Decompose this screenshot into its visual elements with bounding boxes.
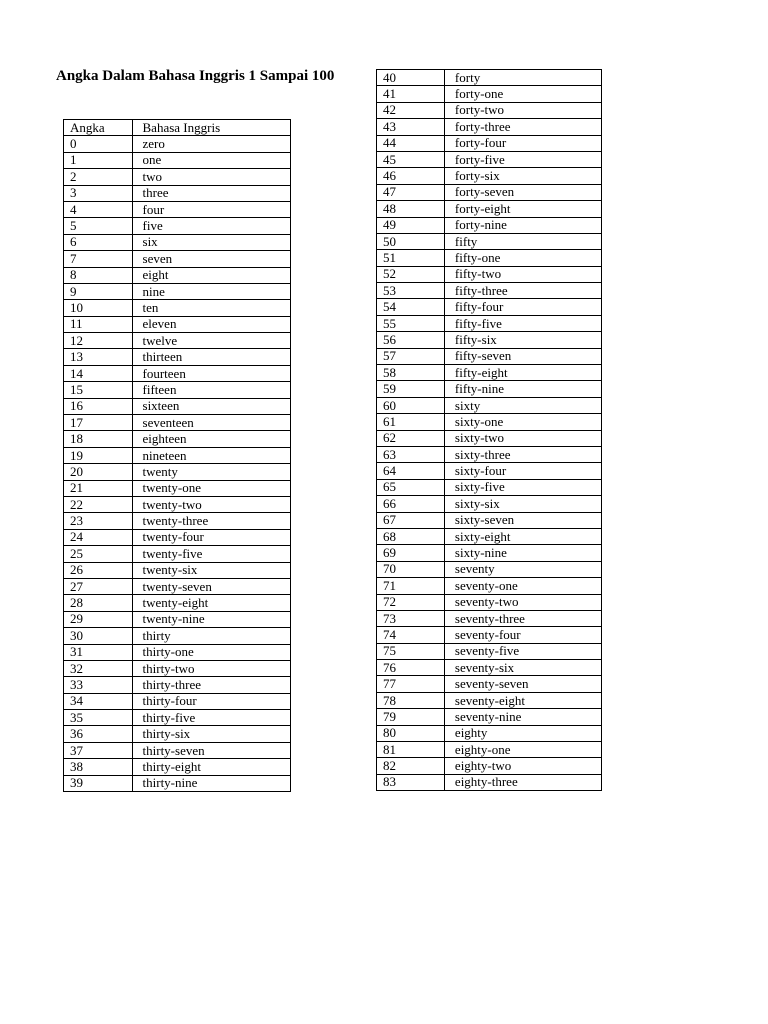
english-word-cell: twenty [132, 464, 290, 480]
english-word-cell: sixty-nine [444, 545, 601, 561]
number-cell: 26 [64, 562, 133, 578]
table-row [377, 414, 602, 430]
english-word-cell: twenty-two [132, 496, 290, 512]
number-cell: 53 [377, 283, 445, 299]
number-cell: 58 [377, 365, 445, 381]
number-cell: 23 [64, 513, 133, 529]
english-word-cell: sixty-five [444, 479, 601, 495]
table-row [64, 185, 291, 201]
number-cell: 70 [377, 561, 445, 577]
table-row [377, 594, 602, 610]
english-word-cell: sixteen [132, 398, 290, 414]
number-cell: 44 [377, 135, 445, 151]
number-cell: 67 [377, 512, 445, 528]
english-word-cell: twenty-five [132, 546, 290, 562]
english-word-cell: seventy-two [444, 594, 601, 610]
english-word-cell: seventy-seven [444, 676, 601, 692]
english-word-cell: thirty-three [132, 677, 290, 693]
english-word-cell: thirty [132, 628, 290, 644]
table-row [64, 365, 291, 381]
number-cell: 50 [377, 233, 445, 249]
english-word-cell: seven [132, 251, 290, 267]
number-cell: 52 [377, 266, 445, 282]
english-word-cell: eleven [132, 316, 290, 332]
table-row [64, 480, 291, 496]
table-row [377, 512, 602, 528]
english-word-cell: seventy-nine [444, 709, 601, 725]
table-row [64, 562, 291, 578]
table-row [377, 201, 602, 217]
number-cell: 61 [377, 414, 445, 430]
table-row [377, 365, 602, 381]
table-row [64, 349, 291, 365]
english-word-cell: thirty-five [132, 710, 290, 726]
table-row [377, 348, 602, 364]
english-word-cell: forty-seven [444, 184, 601, 200]
number-cell: 55 [377, 315, 445, 331]
number-cell: 60 [377, 397, 445, 413]
number-cell: 71 [377, 578, 445, 594]
table-row [377, 660, 602, 676]
number-cell: 19 [64, 447, 133, 463]
number-cell: 17 [64, 415, 133, 431]
english-word-cell: twenty-one [132, 480, 290, 496]
table-row [377, 643, 602, 659]
column-header-bahasa-inggris: Bahasa Inggris [132, 120, 290, 136]
english-word-cell: fifty-three [444, 283, 601, 299]
table-row [377, 184, 602, 200]
english-word-cell: thirty-two [132, 660, 290, 676]
english-word-cell: forty-five [444, 151, 601, 167]
english-word-cell: twenty-three [132, 513, 290, 529]
table-row [377, 266, 602, 282]
english-word-cell: seventy-five [444, 643, 601, 659]
english-word-cell: fifty-four [444, 299, 601, 315]
page-title: Angka Dalam Bahasa Inggris 1 Sampai 100 [56, 68, 335, 84]
english-word-cell: eight [132, 267, 290, 283]
english-word-cell: sixty-seven [444, 512, 601, 528]
number-cell: 6 [64, 234, 133, 250]
table-row [64, 251, 291, 267]
number-cell: 4 [64, 201, 133, 217]
table-row [377, 135, 602, 151]
table-row [377, 299, 602, 315]
number-cell: 8 [64, 267, 133, 283]
table-row [377, 709, 602, 725]
english-word-cell: fifty-eight [444, 365, 601, 381]
table-row [377, 561, 602, 577]
english-word-cell: nine [132, 283, 290, 299]
number-cell: 18 [64, 431, 133, 447]
table-row [64, 759, 291, 775]
english-word-cell: three [132, 185, 290, 201]
english-word-cell: seventeen [132, 415, 290, 431]
table-row [64, 333, 291, 349]
numbers-table-right [376, 69, 602, 791]
english-word-cell: twenty-seven [132, 578, 290, 594]
table-body-right [377, 70, 602, 791]
number-cell: 47 [377, 184, 445, 200]
table-row [64, 267, 291, 283]
english-word-cell: thirty-seven [132, 742, 290, 758]
table-row [64, 611, 291, 627]
table-row [64, 742, 291, 758]
number-cell: 49 [377, 217, 445, 233]
number-cell: 72 [377, 594, 445, 610]
table-row [377, 742, 602, 758]
english-word-cell: sixty-six [444, 496, 601, 512]
table-row [377, 397, 602, 413]
english-word-cell: twenty-eight [132, 595, 290, 611]
table-row [64, 464, 291, 480]
table-row [377, 774, 602, 790]
number-cell: 37 [64, 742, 133, 758]
english-word-cell: fifty [444, 233, 601, 249]
table-row [377, 496, 602, 512]
english-word-cell: seventy [444, 561, 601, 577]
english-word-cell: forty-two [444, 102, 601, 118]
table-row [64, 513, 291, 529]
numbers-table-left [63, 119, 291, 792]
english-word-cell: thirty-eight [132, 759, 290, 775]
table-row [64, 415, 291, 431]
number-cell: 77 [377, 676, 445, 692]
english-word-cell: eighty-one [444, 742, 601, 758]
table-row [64, 300, 291, 316]
number-cell: 35 [64, 710, 133, 726]
english-word-cell: eighty-three [444, 774, 601, 790]
number-cell: 10 [64, 300, 133, 316]
table-row [377, 119, 602, 135]
table-row [377, 102, 602, 118]
number-cell: 73 [377, 610, 445, 626]
number-cell: 63 [377, 446, 445, 462]
number-cell: 2 [64, 169, 133, 185]
table-row [64, 710, 291, 726]
table-row [377, 168, 602, 184]
english-word-cell: four [132, 201, 290, 217]
table-row [377, 463, 602, 479]
number-cell: 29 [64, 611, 133, 627]
english-word-cell: eighteen [132, 431, 290, 447]
number-cell: 79 [377, 709, 445, 725]
number-cell: 82 [377, 758, 445, 774]
english-word-cell: seventy-three [444, 610, 601, 626]
number-cell: 38 [64, 759, 133, 775]
table-row [377, 725, 602, 741]
table-row [64, 726, 291, 742]
number-cell: 1 [64, 152, 133, 168]
table-row [64, 234, 291, 250]
table-row [64, 169, 291, 185]
english-word-cell: thirty-four [132, 693, 290, 709]
number-cell: 34 [64, 693, 133, 709]
english-word-cell: forty-three [444, 119, 601, 135]
english-word-cell: forty-nine [444, 217, 601, 233]
number-cell: 57 [377, 348, 445, 364]
english-word-cell: fifty-six [444, 332, 601, 348]
table-row [377, 578, 602, 594]
number-cell: 5 [64, 218, 133, 234]
number-cell: 0 [64, 136, 133, 152]
number-cell: 54 [377, 299, 445, 315]
english-word-cell: sixty-two [444, 430, 601, 446]
number-cell: 36 [64, 726, 133, 742]
table-row [64, 201, 291, 217]
number-cell: 33 [64, 677, 133, 693]
english-word-cell: sixty [444, 397, 601, 413]
table-row [377, 151, 602, 167]
english-word-cell: twenty-six [132, 562, 290, 578]
english-word-cell: seventy-eight [444, 692, 601, 708]
table-row [377, 86, 602, 102]
number-cell: 81 [377, 742, 445, 758]
english-word-cell: forty-one [444, 86, 601, 102]
english-word-cell: fourteen [132, 365, 290, 381]
english-word-cell: seventy-one [444, 578, 601, 594]
english-word-cell: zero [132, 136, 290, 152]
number-cell: 22 [64, 496, 133, 512]
english-word-cell: fifty-five [444, 315, 601, 331]
table-row [64, 595, 291, 611]
number-cell: 13 [64, 349, 133, 365]
english-word-cell: sixty-one [444, 414, 601, 430]
table-row [377, 446, 602, 462]
number-cell: 62 [377, 430, 445, 446]
number-cell: 83 [377, 774, 445, 790]
number-cell: 42 [377, 102, 445, 118]
table-header-row [64, 120, 291, 136]
number-cell: 30 [64, 628, 133, 644]
number-cell: 66 [377, 496, 445, 512]
number-cell: 21 [64, 480, 133, 496]
table-row [64, 283, 291, 299]
table-row [64, 431, 291, 447]
table-row [64, 693, 291, 709]
table-row [64, 775, 291, 791]
number-cell: 16 [64, 398, 133, 414]
english-word-cell: forty-four [444, 135, 601, 151]
table-row [377, 545, 602, 561]
table-row [64, 529, 291, 545]
table-row [64, 644, 291, 660]
table-row [64, 136, 291, 152]
number-cell: 12 [64, 333, 133, 349]
table-body-left [64, 136, 291, 792]
number-cell: 40 [377, 70, 445, 86]
table-row [64, 398, 291, 414]
english-word-cell: fifty-nine [444, 381, 601, 397]
english-word-cell: sixty-three [444, 446, 601, 462]
number-cell: 56 [377, 332, 445, 348]
english-word-cell: thirty-one [132, 644, 290, 660]
english-word-cell: forty-six [444, 168, 601, 184]
table-row [377, 610, 602, 626]
table-row [377, 332, 602, 348]
number-cell: 11 [64, 316, 133, 332]
english-word-cell: nineteen [132, 447, 290, 463]
english-word-cell: ten [132, 300, 290, 316]
table-row [377, 430, 602, 446]
english-word-cell: six [132, 234, 290, 250]
number-cell: 24 [64, 529, 133, 545]
english-word-cell: fifty-one [444, 250, 601, 266]
table-row [377, 217, 602, 233]
english-word-cell: twenty-four [132, 529, 290, 545]
number-cell: 78 [377, 692, 445, 708]
table-row [377, 233, 602, 249]
english-word-cell: twelve [132, 333, 290, 349]
number-cell: 43 [377, 119, 445, 135]
number-cell: 20 [64, 464, 133, 480]
english-word-cell: fifty-two [444, 266, 601, 282]
english-word-cell: five [132, 218, 290, 234]
english-word-cell: thirty-nine [132, 775, 290, 791]
table-row [64, 447, 291, 463]
english-word-cell: one [132, 152, 290, 168]
english-word-cell: two [132, 169, 290, 185]
number-cell: 32 [64, 660, 133, 676]
english-word-cell: thirteen [132, 349, 290, 365]
table-row [377, 283, 602, 299]
english-word-cell: forty-eight [444, 201, 601, 217]
number-cell: 48 [377, 201, 445, 217]
number-cell: 9 [64, 283, 133, 299]
number-cell: 65 [377, 479, 445, 495]
table-row [64, 218, 291, 234]
number-cell: 68 [377, 528, 445, 544]
english-word-cell: twenty-nine [132, 611, 290, 627]
number-cell: 31 [64, 644, 133, 660]
english-word-cell: sixty-eight [444, 528, 601, 544]
table-row [377, 627, 602, 643]
number-cell: 25 [64, 546, 133, 562]
table-row [377, 70, 602, 86]
english-word-cell: sixty-four [444, 463, 601, 479]
english-word-cell: fifty-seven [444, 348, 601, 364]
table-row [377, 528, 602, 544]
number-cell: 28 [64, 595, 133, 611]
table-row [377, 315, 602, 331]
table-row [64, 546, 291, 562]
english-word-cell: fifteen [132, 382, 290, 398]
table-row [377, 250, 602, 266]
table-row [377, 676, 602, 692]
number-cell: 7 [64, 251, 133, 267]
number-cell: 45 [377, 151, 445, 167]
number-cell: 41 [377, 86, 445, 102]
number-cell: 15 [64, 382, 133, 398]
number-cell: 76 [377, 660, 445, 676]
english-word-cell: thirty-six [132, 726, 290, 742]
number-cell: 64 [377, 463, 445, 479]
number-cell: 14 [64, 365, 133, 381]
table-row [64, 152, 291, 168]
column-header-angka: Angka [64, 120, 133, 136]
table-row [64, 496, 291, 512]
english-word-cell: forty [444, 70, 601, 86]
english-word-cell: eighty [444, 725, 601, 741]
table-row [64, 382, 291, 398]
table-row [377, 381, 602, 397]
number-cell: 74 [377, 627, 445, 643]
number-cell: 75 [377, 643, 445, 659]
table-row [377, 692, 602, 708]
table-row [64, 316, 291, 332]
number-cell: 3 [64, 185, 133, 201]
table-row [64, 677, 291, 693]
table-row [377, 479, 602, 495]
number-cell: 51 [377, 250, 445, 266]
table-row [64, 628, 291, 644]
table-row [64, 660, 291, 676]
number-cell: 39 [64, 775, 133, 791]
number-cell: 46 [377, 168, 445, 184]
english-word-cell: eighty-two [444, 758, 601, 774]
number-cell: 27 [64, 578, 133, 594]
table-row [377, 758, 602, 774]
english-word-cell: seventy-six [444, 660, 601, 676]
number-cell: 59 [377, 381, 445, 397]
number-cell: 69 [377, 545, 445, 561]
number-cell: 80 [377, 725, 445, 741]
table-row [64, 578, 291, 594]
english-word-cell: seventy-four [444, 627, 601, 643]
